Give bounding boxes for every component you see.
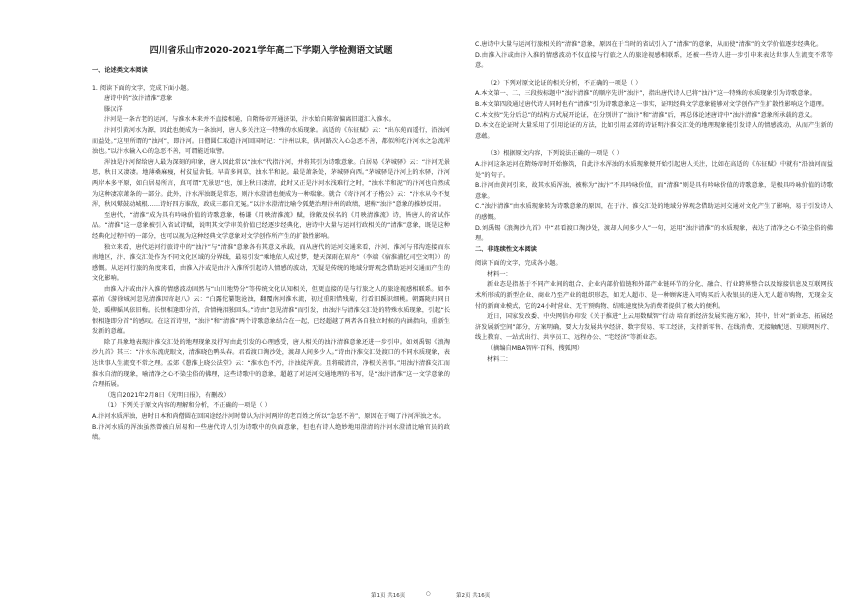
paragraph: 近日，国家发改委、中央网信办印发《关于推进“上云用数赋智”行动 培育新经济发展实施方案》，其中，针对“新业态、拓展经济发展新空间”部分，方案明确，要大力发展共享经济、数字贸易、零工经济，支持新零售、在线消费、无接触配送、互联网医疗、线上教育、一站式出行、共享员工、远程办公、“宅经济”等新业态。 — [475, 313, 833, 342]
option: A.本文第一、二、三段按标题中“浊汴清淮”的顺序先讲“浊汴”，指出唐代诗人已将“浊汴”这一特殊的水质现象引为诗歌意象。 — [475, 90, 816, 98]
paragraph: 独立来看，唐代运河行旅诗中的“浊汴”与“清淮”意象各有其意义承载，而从唐代的运河交通来看，汴河、淮河与邗沟连接而东南地区，汴、淮交汇处作为不同文化区域的分界线，最易引发“乘地依人成过梦，楚天深雨在眉舟”（李端《宿淮浦忆司空文明》）的感慨。从运河行旅的角度来看，由淮入汴或是由汴入淮所引起诗人情感的波动，无疑是传统的地域分野观念借助运河交通而产生的文化影响。 — [92, 243, 450, 283]
option: B.本文第四段通过唐代诗人同时也有“清淮”引为诗歌意象这一事实，证明经典文学意象能够对文学创作产生扩散性影响这个道理。 — [475, 100, 828, 108]
paragraph: 汴河引黄河水为源，因此也便成为一条浊河，唐人多关注这一特殊的水质现象。高适的《东征赋》云：“出东苑而遥行，沿浊河而益处。”这里所谓的“浊河”，即汴河。日僧圆仁取道汴河回国时记：“汴州以来，供河路次入心急恶不善，都似所吃汴河水之急流浑浊也。”以汴水输入心的急恶不善，可谓能近取譬。 — [92, 126, 450, 156]
question-1: （1）下列关于原文内容的理解和分析，不正确的一项是（ ） — [104, 402, 271, 410]
article-author: 滕汉洋 — [104, 105, 123, 113]
section-heading: 一、论述类文本阅读 — [92, 67, 148, 74]
material-label: 材料一： — [487, 270, 512, 278]
option: C.本文按“先分后总”的结构方式展开论证，在分别讲了“浊汴”和“清淮”后，再总体论述唐诗中“浊汴清淮”意象所承载的意义。 — [475, 111, 817, 119]
option: A.汴河这条运河在隋炀帝时开始修筑，自此汴水浑浊的水质现象便开始引起唐人关注，比如在高适的《东征赋》中就有“沿浊河而益处”的句子。 — [475, 160, 833, 179]
paragraph: 浑浊是汴河留给唐人最为深刻的印象，唐人因此常以“浊水”代指汴河，并将其引为诗歌意象。白居易《茅城驿》云：“汴河无景思，秋日又凄凄。地薄桑麻瘦，村贫屋舍低。早苗多间草，浊水半和泥。最是萧条处，茅城驿向西。”茅城驿是汴河上的水驿，汴河两岸本多平原，如白居易所言，真可谓“无景思”也，加上秋日凄清，此时又正是汴河水浅难行之时，“浊水半和泥”的汴河也自然成为这种凄凉萧条的一部分。此外，汴水浑浊既是常态，则汴水澄清也便成为一种瑞象。就合《寄汴河才子楷公》云：“汴水从今不复浑，秋风鼙鼓动城根……诗好四方谁敌，政成三郡自无冤。”以汴水澄清比喻令狐楚治理汴州的政绩，堪称“浊汴”意象的推妙反用。 — [92, 158, 450, 209]
left-column — [92, 66, 450, 444]
paragraph: 由淮入汴或由汴入淮的情感波动固然与“山川地势分”等传统文化认知相关，但更直接的是与行旅之人的旅途视感相联系。如李嘉祐《游徐城河忽见清淮因寄赵八》云：“白露佗纂饱沧浊，翻覆南河淮水流，初过重阳惜残菊，行看旧蹊识细桃。朝露陇归同日处，暖柳摇风依旧梅。长恨相逢即分首，含情掩泪独回头。”诗由“忽见清淮”而引发，由浊汴与清淮交汇处的特殊水质现象，引起“长恨相逢即分首”的感叹。在这首诗里，“浊汴”和“清淮”两个诗歌意象结合在一起，已经超越了两者各自独立时候的内涵指向，重新生发新的意蕴。 — [92, 285, 450, 336]
question-intro: 1. 阅读下面的文字，完成下面小题。 — [92, 84, 193, 92]
page-number-right: 第2页 共16页 — [456, 593, 491, 599]
question-intro: 阅读下面的文字，完成各小题。 — [475, 260, 562, 268]
paragraph: 汴河是一条古老的运河，与淮水本来并不直接相通，自隋炀帝开通济渠，汴水始自陈留偏离旧道汇入淮水。 — [104, 116, 395, 124]
material-label: 材料二： — [487, 355, 512, 363]
option: D.刘禹锡《浪淘沙九首》中“君看渡口淘沙处，渡却人间多少人”一句，运用“浊汴清淮”的水质现象，表达了清净之心不染尘俗的佛理。 — [475, 224, 833, 243]
question-2: （2）下列对原文论证的相关分析，不正确的一项是（ ） — [487, 79, 642, 87]
source-note: （摘编自MBA智库·百科、搜狐网） — [487, 345, 584, 353]
page-separator: ○ — [426, 591, 431, 597]
page-number-left: 第1页 共16页 — [371, 593, 406, 599]
document-title: 四川省乐山市2020-2021学年高二下学期入学检测语文试题 — [149, 46, 393, 56]
option: B.汴河由黄河引来，故其水质浑浊，被称为“浊汴”不具吟咏价值，而“清淮”则是具有吟咏价值的诗歌意象，是极具吟咏价值的诗歌意象。 — [475, 182, 833, 200]
option: C.唐诗中大量与运河行旅相关的“清淮”意象，原因在于当时的省试引入了“清淮”的意象，从而使“清淮”的文学价值逐步经典化。 — [475, 41, 823, 48]
option: B.汴河水质的浑浊虽然曾被白居易和一些唐代诗人引为诗歌中的负面意象，但也有诗人绝妙地用澄清的汴河水澄清比喻官员的政绩。 — [92, 423, 450, 442]
article-title: 唐诗中的“汝汴清淮”意象 — [104, 95, 173, 103]
paragraph: 至唐代，“清淮”成为具有吟咏价值的诗歌意象，杨谦《月映清淮流》赋，徐敞及侯名的《月映清淮流》诗，皆唐人的省试作品。“清淮”这一意象被引入省试诗赋，说明其文学审美价值已经逐步经典化，唐诗中大量与运河行政相关的“清淮”意象，既是这种经典化过程中的一部分，也可以视为这种经典文学意象对文学创作所产生的扩散性影响。 — [92, 211, 450, 240]
option: A.汴河水质浑浊，唐时日本和尚僧圆在回国途经汴河时曾认为汴河两岸的老百姓之所以“急恶不善”，原因在于喝了汴河浑浊之水。 — [92, 413, 445, 420]
paragraph: 除了具象地表现汴淮交汇处的地理现象及抒写由此引发的心理感受，唐人相关的浊汴清淮意象还进一步引申。如刘禹锡《浪淘沙九首》其三：“汴水东流虎眼文，清淮晓色鸭头春。君看渡口淘沙处，渡却人间多少人。”诗由汴淮交汇处渡口的不同水质现象，表达世事人生流变不常之理。孟郊《憩淮上晓公法堂》云：“淮水色不污，汴浊徒浑黄。且将破清音，净根关善事。”用浊汴清淮交汇而淮水自清的现象，喻清净之心不染尘俗的佛理，这些诗歌中的意象，超越了对运河交通地理的书写，是“浊汴清淮”这一文学意象的合理拓展。 — [92, 338, 450, 389]
option: D.由淮入汴或由汴入淮的情感波动不仅直接与行旅之人的旅途视感相联系，还被一些诗人进一步引申来表达世事人生流变不常等意。 — [475, 51, 833, 70]
right-column — [475, 40, 833, 365]
question-3: （3）根据原文内容，下列说法正确的一项是（ ） — [487, 150, 623, 158]
option: D.本文在论证时大量采用了引用论证的方法，比如引用孟郊的诗证明汴淮交汇处的地理现象能引发诗人的情感波动，从而产生新的意蕴。 — [475, 122, 833, 140]
section-heading: 二、非连续性文本阅读 — [475, 245, 537, 253]
option: C.“浊汴清淮”由水质现象转为诗歌意象的原因，在于汴、淮交汇处的地域分界观念借助运河交通对文化产生了影响，易于引发诗人的感慨。 — [475, 203, 833, 221]
source-note: （选自2021年2月8日《光明日报》，有删改） — [104, 391, 230, 399]
paragraph: 新业态是指基于不同产业间的组合、企业内部价值链和外部产业链环节的分化、融合、行业跨界整合以及嫁接信息及互联网技术所形成的新型企业、商业乃至产业的组织形态，如无人超市、是一种顾客进入可购买后入收银员的进入无人超市购物，无现金支付的新商业模式，它的24小时营业、无干预购物、结账速度快为消费者提供了极大的便利。 — [475, 281, 833, 310]
